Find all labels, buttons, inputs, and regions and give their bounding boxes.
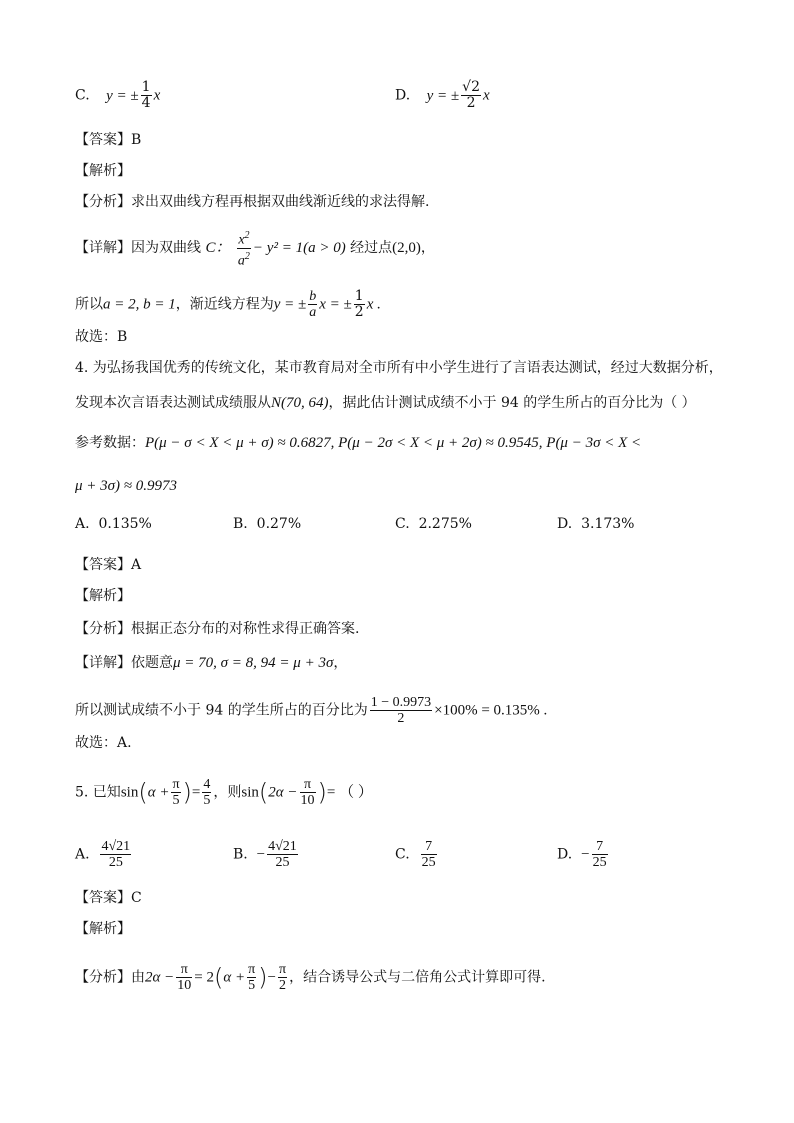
q4-option-a bbox=[75, 514, 152, 534]
numerator: 4√21 bbox=[101, 839, 131, 854]
paren-right: ) bbox=[182, 778, 192, 807]
text: ， bbox=[420, 240, 435, 257]
q3-option-c bbox=[75, 80, 160, 111]
q3-option-d bbox=[395, 80, 490, 111]
sign: − bbox=[581, 846, 590, 863]
math: x = ± bbox=[319, 296, 352, 313]
math: μ = 70, σ = 8, 94 = μ + 3σ bbox=[173, 655, 334, 671]
fraction bbox=[421, 839, 437, 870]
fraction bbox=[300, 777, 316, 808]
math: = 2 bbox=[194, 969, 214, 986]
q5-option-b bbox=[233, 839, 300, 870]
numerator: π bbox=[300, 777, 316, 793]
denominator: 25 bbox=[275, 855, 290, 870]
math: N(70, 64) bbox=[271, 395, 329, 411]
q3-xiangjie bbox=[75, 228, 435, 268]
paren-left: ( bbox=[258, 778, 269, 807]
denominator: 25 bbox=[421, 855, 436, 870]
q4-fenxi: 【分析】根据正态分布的对称性求得正确答案. bbox=[75, 621, 360, 637]
fraction bbox=[592, 839, 608, 870]
q5-analysis-head: 【解析】 bbox=[75, 921, 131, 937]
text: 5. 已知 bbox=[75, 784, 121, 801]
math: α + bbox=[147, 784, 170, 801]
numerator: 4 bbox=[203, 777, 211, 792]
fraction: $\frac{x^2}{a^2}$ bbox=[237, 230, 250, 269]
option-label: A. bbox=[75, 846, 90, 863]
q4-analysis-head: 【解析】 bbox=[75, 588, 131, 604]
fraction: $\frac{1}{2}$ bbox=[354, 288, 364, 320]
q5-stem bbox=[75, 777, 373, 808]
option-value: 0.135% bbox=[98, 516, 152, 532]
denominator: 5 bbox=[203, 793, 211, 808]
math: = （ ） bbox=[326, 784, 373, 801]
denominator: 2 bbox=[279, 978, 287, 993]
math: sin bbox=[120, 784, 139, 801]
math: α + bbox=[223, 969, 246, 986]
option-label: D. bbox=[557, 516, 573, 532]
math: − bbox=[267, 969, 277, 986]
numerator: √2 bbox=[462, 79, 480, 95]
denominator: a bbox=[309, 305, 317, 320]
denominator: 5 bbox=[248, 978, 256, 993]
text: 由 bbox=[131, 969, 145, 986]
fraction bbox=[278, 962, 287, 993]
q4-answer: 【答案】A bbox=[75, 557, 142, 573]
text: 所以测试成绩不小于 94 的学生所占的百分比为 bbox=[75, 702, 368, 719]
fraction bbox=[461, 80, 481, 111]
q5-option-a bbox=[75, 839, 133, 870]
q5-answer: 【答案】C bbox=[75, 890, 142, 906]
math-var: x bbox=[482, 87, 490, 104]
math: ×100% = 0.135% . bbox=[434, 702, 548, 719]
q4-option-d bbox=[557, 514, 634, 534]
math: C： bbox=[205, 240, 231, 257]
numerator: π bbox=[279, 962, 287, 977]
numerator: 1 bbox=[141, 79, 151, 95]
q3-fenxi: 【分析】求出双曲线方程再根据双曲线渐近线的求法得解. bbox=[75, 194, 430, 210]
numerator: 4√21 bbox=[268, 839, 297, 854]
tag: 【详解】 bbox=[75, 655, 131, 671]
option-label: D. bbox=[395, 87, 411, 104]
math: = bbox=[191, 784, 201, 801]
numerator: π bbox=[176, 962, 192, 978]
numerator: 7 bbox=[592, 839, 608, 855]
paren-left: ( bbox=[138, 778, 148, 807]
q4-stem-line1: 4. 为弘扬我国优秀的传统文化，某市教育局对全市所有中小学生进行了言语表达测试，经过大数据分析， bbox=[75, 360, 723, 376]
text: ，则 bbox=[213, 784, 242, 801]
fraction bbox=[171, 777, 180, 808]
math: 2α − bbox=[145, 969, 175, 986]
text: 所以 bbox=[75, 296, 103, 313]
option-label: A. bbox=[75, 516, 90, 532]
option-label: B. bbox=[233, 516, 248, 532]
text: 经过点 bbox=[350, 240, 393, 257]
numerator: 1 − 0.9973 bbox=[370, 695, 432, 710]
numerator: b bbox=[309, 289, 317, 304]
q4-conclusion: 故选：A. bbox=[75, 735, 132, 751]
paren-right: ) bbox=[317, 778, 327, 807]
math: (2,0) bbox=[392, 240, 421, 257]
denominator: 5 bbox=[172, 793, 180, 808]
option-label: C. bbox=[395, 846, 410, 863]
q4-xiangjie bbox=[75, 653, 347, 673]
fraction bbox=[176, 962, 192, 993]
numerator: π bbox=[248, 962, 256, 977]
fraction bbox=[247, 962, 256, 993]
q4-option-b bbox=[233, 514, 301, 534]
denominator: 10 bbox=[177, 978, 192, 993]
option-label: C. bbox=[395, 516, 410, 532]
math: − y² = 1(a > 0) bbox=[252, 240, 346, 257]
option-label: C. bbox=[75, 87, 90, 104]
q4-stem-line2 bbox=[75, 393, 696, 413]
option-label: B. bbox=[233, 846, 248, 863]
math: μ + 3σ) ≈ 0.9973 bbox=[75, 478, 178, 494]
math: P(μ − σ < X < μ + σ) ≈ 0.6827, P(μ − 2σ < X < μ + 2σ) ≈ 0.9545, P(μ − 3σ < X < bbox=[145, 435, 642, 451]
denominator: 4 bbox=[141, 95, 151, 111]
sign: − bbox=[256, 846, 266, 863]
q3-conclusion: 故选：B bbox=[75, 329, 128, 345]
numerator: 7 bbox=[421, 839, 437, 855]
math: y = ± bbox=[426, 87, 460, 104]
math: y = ± bbox=[273, 296, 307, 313]
q5-option-d bbox=[557, 839, 610, 870]
math: y = ± bbox=[106, 87, 139, 104]
q4-option-c bbox=[395, 514, 472, 534]
paren-right: ) bbox=[258, 963, 268, 992]
option-label: D. bbox=[557, 846, 573, 863]
denominator: 10 bbox=[300, 793, 315, 808]
q4-reference bbox=[75, 433, 641, 453]
text: ，据此估计测试成绩不小于 94 的学生所占的百分比为（ ） bbox=[328, 395, 696, 411]
text: ，渐近线方程为 bbox=[175, 296, 274, 313]
math: 2α − bbox=[268, 784, 298, 801]
denominator: 2 bbox=[466, 95, 476, 111]
fraction bbox=[308, 289, 317, 320]
text: ，结合诱导公式与二倍角公式计算即可得. bbox=[289, 969, 546, 986]
text: ， bbox=[333, 655, 348, 671]
tag: 【详解】 bbox=[75, 240, 131, 257]
q5-option-c bbox=[395, 839, 439, 870]
text: 参考数据： bbox=[75, 435, 145, 451]
denominator: 25 bbox=[592, 855, 607, 870]
q4-reference-cont bbox=[75, 476, 177, 496]
math: a = 2, b = 1 bbox=[103, 296, 176, 313]
fraction bbox=[267, 839, 298, 870]
fraction bbox=[202, 777, 211, 808]
text: 因为双曲线 bbox=[131, 240, 201, 257]
option-value: 0.27% bbox=[256, 516, 302, 532]
denominator: 2 bbox=[397, 711, 405, 726]
paren-left: ( bbox=[213, 963, 224, 992]
math-var: x bbox=[153, 87, 161, 104]
numerator: π bbox=[172, 777, 180, 792]
text: 依题意 bbox=[131, 655, 173, 671]
math: sin bbox=[241, 784, 259, 801]
q3-analysis-head: 【解析】 bbox=[75, 163, 131, 179]
q4-line2 bbox=[75, 695, 547, 726]
fraction bbox=[141, 80, 152, 111]
option-value: 2.275% bbox=[418, 516, 472, 532]
fraction bbox=[100, 839, 131, 870]
text: 发现本次言语表达测试成绩服从 bbox=[75, 395, 271, 411]
denominator: 25 bbox=[108, 855, 123, 870]
tag: 【分析】 bbox=[75, 969, 131, 986]
q3-line2 bbox=[75, 289, 381, 320]
math: x . bbox=[366, 296, 381, 313]
fraction bbox=[370, 695, 432, 726]
q3-answer: 【答案】B bbox=[75, 132, 142, 148]
option-value: 3.173% bbox=[581, 516, 635, 532]
q5-fenxi bbox=[75, 962, 546, 993]
